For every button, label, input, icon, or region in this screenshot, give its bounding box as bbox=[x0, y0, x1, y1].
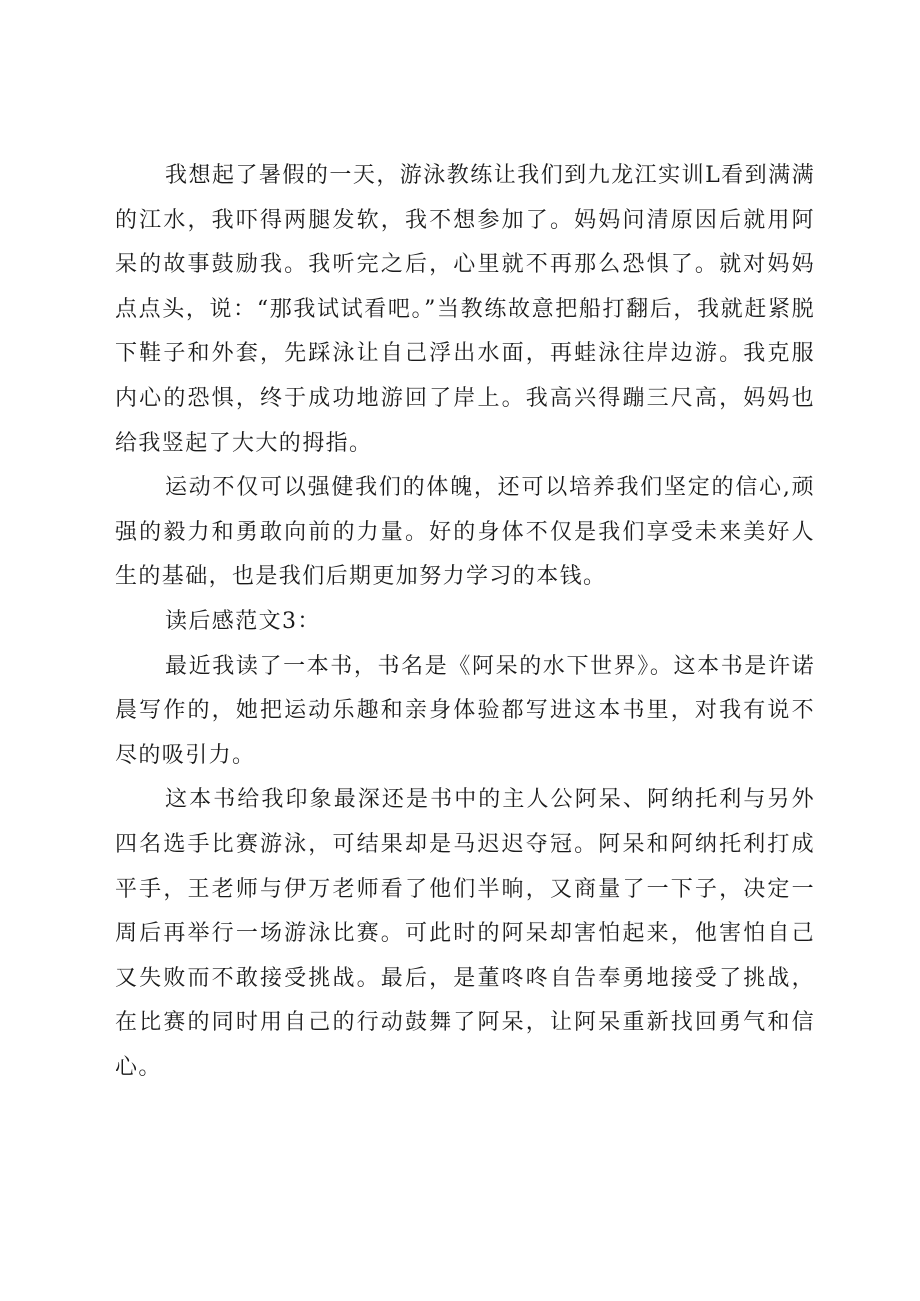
paragraph-book-intro: 最近我读了一本书，书名是《阿呆的水下世界》。这本书是许诺晨写作的，她把运动乐趣和亲身体验都写进这本书里，对我有说不尽的吸引力。 bbox=[115, 653, 815, 768]
paragraph-sports-benefits: 运动不仅可以强健我们的体魄，还可以培养我们坚定的信心,顽强的毅力和勇敢向前的力量。好的身体不仅是我们享受未来美好人生的基础，也是我们后期更加努力学习的本钱。 bbox=[115, 475, 815, 590]
document-body bbox=[115, 154, 815, 1090]
paragraph-swimming-memory: 我想起了暑假的一天，游泳教练让我们到九龙江实训L看到满满的江水，我吓得两腿发软，我不想参加了。妈妈问清原因后就用阿呆的故事鼓励我。我听完之后，心里就不再那么恐惧了。就对妈妈点点头，说：“那我试试看吧。”当教练故意把船打翻后，我就赶紧脱下鞋子和外套，先踩泳让自己浮出水面，再蛙泳往岸边游。我克服内心的恐惧，终于成功地游回了岸上。我高兴得蹦三尺高，妈妈也给我竖起了大大的拇指。 bbox=[115, 163, 815, 456]
section-heading: 读后感范文3： bbox=[165, 608, 321, 634]
paragraph-book-impression: 这本书给我印象最深还是书中的主人公阿呆、阿纳托利与另外四名选手比赛游泳，可结果却是马迟迟夺冠。阿呆和阿纳托利打成平手，王老师与伊万老师看了他们半晌，又商量了一下子，决定一周后再举行一场游泳比赛。可此时的阿呆却害怕起来，他害怕自己又失败而不敢接受挑战。最后，是董咚咚自告奉勇地接受了挑战，在比赛的同时用自己的行动鼓舞了阿呆，让阿呆重新找回勇气和信心。 bbox=[115, 787, 815, 1080]
